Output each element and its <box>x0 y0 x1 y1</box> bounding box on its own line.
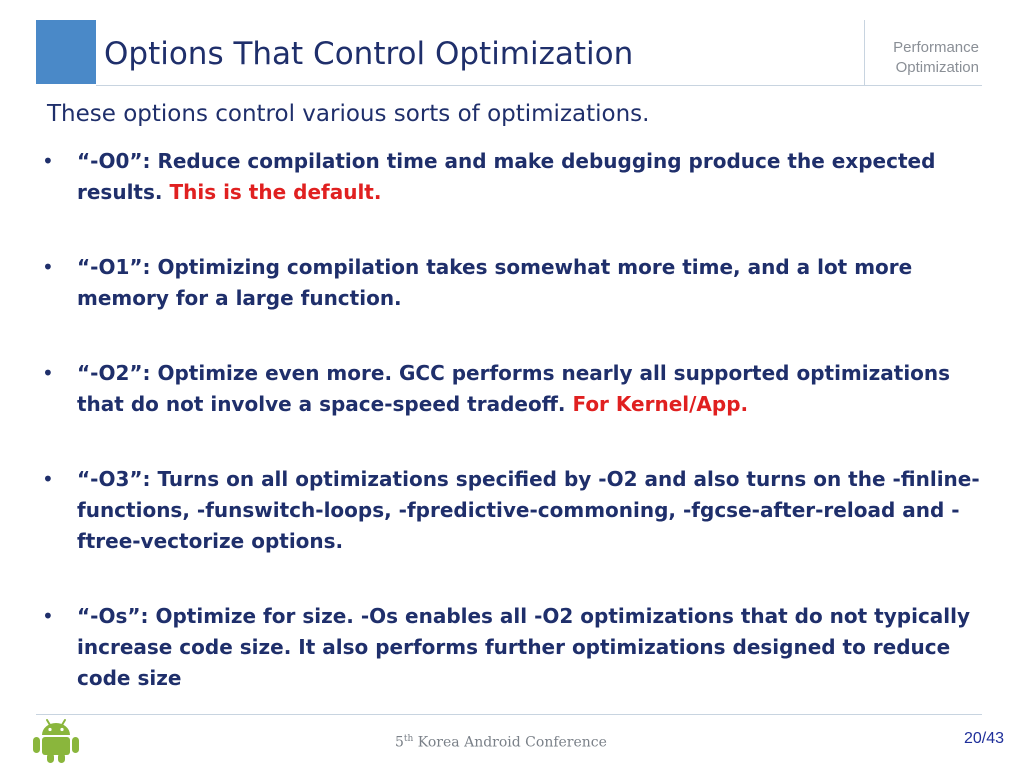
section-label <box>893 38 979 78</box>
header-accent-square <box>36 20 96 84</box>
bullet-text: “-O1”: Optimizing compilation takes somewhat more time, and a lot more memory for a large function. <box>77 255 913 310</box>
footer-ordinal-number: 5 <box>395 734 404 751</box>
section-label-line2: Optimization <box>895 59 979 76</box>
section-label-line1: Performance <box>893 39 979 56</box>
bullet-item-os <box>40 601 990 694</box>
header-divider-vertical <box>864 20 865 86</box>
bullet-highlight: For Kernel/App. <box>572 392 749 416</box>
bullet-list <box>40 146 990 694</box>
footer-ordinal-suffix: th <box>403 734 414 744</box>
bullet-dot-icon: • <box>42 604 54 628</box>
bullet-text: “-Os”: Optimize for size. -Os enables all -O2 optimizations that do not typically increase code size. It also performs further optimizations designed to reduce code size <box>77 604 971 690</box>
slide-title: Options That Control Optimization <box>104 36 634 72</box>
bullet-text: “-O0”: Reduce compilation time and make debugging produce the expected results. <box>77 149 936 204</box>
bullet-dot-icon: • <box>42 467 54 491</box>
bullet-dot-icon: • <box>42 255 54 279</box>
bullet-dot-icon: • <box>42 361 54 385</box>
bullet-dot-icon: • <box>42 149 54 173</box>
page-number: 20/43 <box>963 730 1004 747</box>
bullet-item-o2 <box>40 358 990 420</box>
header-divider-horizontal <box>96 85 982 86</box>
android-robot-icon <box>30 718 82 764</box>
bullet-text: “-O2”: Optimize even more. GCC performs nearly all supported optimizations that do not involve a space-speed tradeoff. <box>77 361 951 416</box>
slide-subtitle: These options control various sorts of optimizations. <box>47 101 650 127</box>
bullet-item-o0 <box>40 146 990 208</box>
bullet-highlight: This is the default. <box>169 180 382 204</box>
bullet-item-o3 <box>40 464 990 557</box>
footer-conference-name: Korea Android Conference <box>413 734 607 751</box>
footer-divider <box>36 714 982 715</box>
bullet-text: “-O3”: Turns on all optimizations specified by -O2 and also turns on the -finline-functions, -funswitch-loops, -fpredictive-commoning, -fgcse-after-reload and -ftree-vectorize options. <box>77 467 980 553</box>
footer-conference <box>395 734 607 751</box>
bullet-item-o1 <box>40 252 990 314</box>
